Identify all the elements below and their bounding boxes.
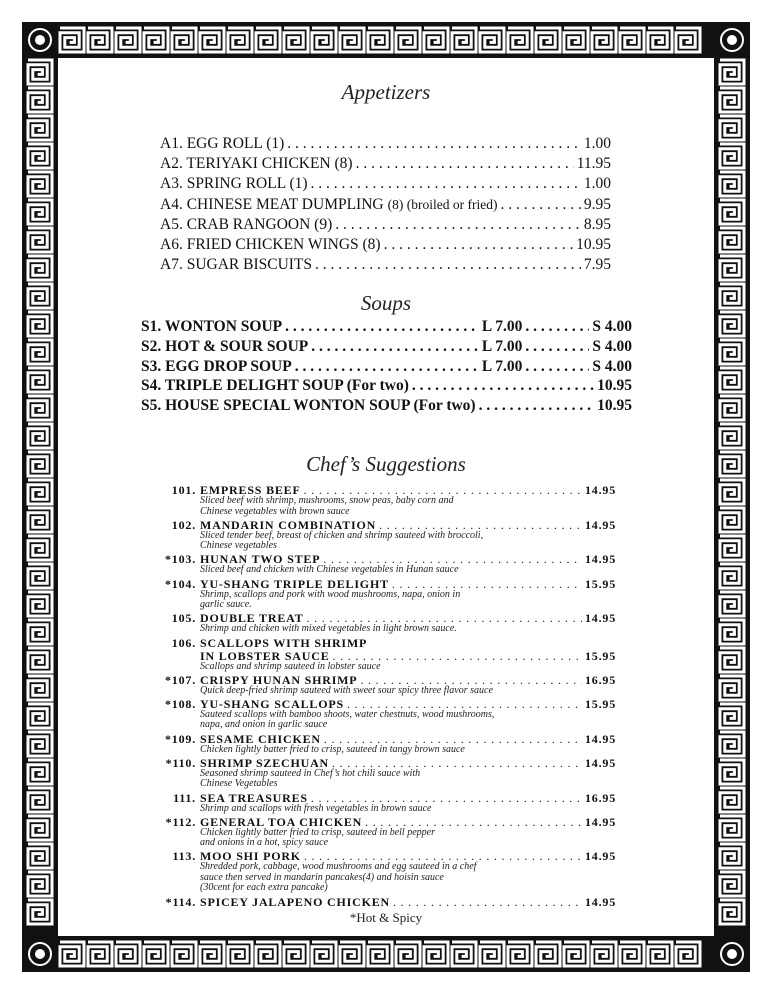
dot-leader	[335, 216, 581, 234]
chef-item-number: *108.	[165, 696, 196, 711]
appetizer-price: 1.00	[583, 175, 611, 193]
chef-item-description: Quick deep-fried shrimp sauteed with sweet sour spicy three flavor sauce	[200, 684, 493, 696]
chef-item-name: MOO SHI PORK	[200, 849, 301, 864]
appetizer-name: A5. CRAB RANGOON (9)	[160, 215, 333, 233]
chef-item-description: Sliced beef and chicken with Chinese vegetables in Hunan sauce	[200, 564, 459, 576]
appetizers-heading: Appetizers	[341, 80, 431, 104]
chef-item-price: 14.95	[585, 849, 616, 864]
dot-leader	[384, 236, 574, 254]
dot-leader	[393, 895, 582, 910]
appetizer-item	[160, 155, 611, 175]
chef-item-description: napa, and onion in garlic sauce	[200, 719, 328, 731]
chef-item-description: Chicken lightly batter fried to crisp, sauteed in tangy brown sauce	[200, 743, 465, 755]
chef-suggestions-heading: Chef’s Suggestions	[306, 452, 466, 476]
appetizer-note: (8) (broiled or fried)	[387, 196, 498, 212]
chef-item-name: SCALLOPS WITH SHRIMP	[200, 635, 368, 650]
appetizer-item	[160, 135, 611, 155]
chef-item-number: 113.	[172, 849, 196, 864]
chef-item-description: Chinese vegetables	[200, 540, 277, 552]
soup-name: S5. HOUSE SPECIAL WONTON SOUP (For two)	[141, 397, 476, 415]
chef-item	[150, 756, 616, 790]
soup-price: 10.95	[597, 397, 632, 415]
chef-item-number: 105.	[171, 611, 196, 626]
chef-item-price: 16.95	[585, 672, 616, 687]
appetizer-name: A1. EGG ROLL (1)	[160, 135, 285, 152]
soup-name: S2. HOT & SOUR SOUP	[141, 337, 309, 355]
dot-leader	[311, 175, 581, 193]
soup-price: 10.95	[597, 377, 632, 395]
chef-item-description: Chinese Vegetables	[200, 778, 278, 790]
chef-item	[150, 611, 616, 635]
chef-item-name: YU-SHANG SCALLOPS	[200, 696, 344, 711]
appetizer-price: 11.95	[576, 155, 611, 173]
hot-spicy-footnote: *Hot & Spicy	[349, 910, 423, 925]
chef-item-name: SEA TREASURES	[200, 790, 308, 805]
chef-item	[150, 849, 616, 894]
chef-item	[150, 483, 616, 517]
dot-leader	[356, 155, 574, 173]
soup-small-price: S 4.00	[592, 357, 632, 375]
dot-leader	[412, 377, 594, 395]
chef-item-price: 14.95	[585, 517, 616, 532]
chef-item	[150, 518, 616, 552]
chef-item-number: *107.	[165, 672, 196, 687]
chef-item-name: EMPRESS BEEF	[200, 483, 301, 497]
chef-item-number: *110.	[165, 755, 196, 770]
chef-item-description: sauce then served in mandarin pancakes(4) and hoisin sauce	[200, 871, 444, 883]
chef-item	[150, 673, 616, 697]
dot-leader	[525, 338, 589, 356]
chef-item-name: SESAME CHICKEN	[200, 731, 321, 746]
soups-heading: Soups	[360, 291, 412, 315]
chef-item-description: Shredded pork, cabbage, wood mushrooms and egg sauteed in a chef	[200, 861, 477, 873]
chef-item	[150, 577, 616, 611]
chef-item-price: 15.95	[585, 696, 616, 711]
chef-item	[150, 636, 616, 673]
soup-name: S1. WONTON SOUP	[141, 318, 283, 335]
soup-large-price: L 7.00	[481, 337, 523, 355]
chef-item-description: Chicken lightly batter fried to crisp, sauteed in bell pepper	[200, 826, 435, 838]
chef-item-description: Scallops and shrimp sauteed in lobster sauce	[200, 660, 381, 672]
appetizer-name: A2. TERIYAKI CHICKEN (8)	[160, 155, 353, 173]
appetizer-price: 8.95	[583, 215, 611, 233]
chef-item-number: *103.	[165, 552, 196, 567]
soup-name: S4. TRIPLE DELIGHT SOUP (For two)	[141, 377, 409, 395]
appetizer-name: A4. CHINESE MEAT DUMPLING	[160, 195, 384, 213]
appetizer-price: 10.95	[576, 236, 611, 253]
dot-leader	[285, 318, 479, 336]
chef-item	[150, 552, 616, 576]
chef-item-number: 106.	[171, 635, 196, 650]
chef-item-price: 14.95	[585, 731, 616, 746]
chef-item-description: Chinese vegetables with brown sauce	[200, 505, 350, 517]
chef-item-description: (30cent for each extra pancake)	[200, 882, 328, 894]
chef-item	[150, 895, 616, 908]
appetizer-name: A7. SUGAR BISCUITS	[160, 256, 313, 274]
chef-item-description: Shrimp, scallops and pork with wood mushrooms, napa, onion in	[200, 588, 461, 600]
chef-item-price: 14.95	[585, 552, 616, 567]
soup-name: S3. EGG DROP SOUP	[141, 357, 292, 375]
chef-item-name: CRISPY HUNAN SHRIMP	[200, 672, 358, 687]
soup-item	[141, 358, 632, 378]
chef-item-number: *112.	[165, 814, 196, 829]
appetizer-item	[160, 175, 611, 195]
chef-item-price: 16.95	[585, 790, 616, 805]
soup-small-price: S 4.00	[592, 337, 632, 355]
dot-leader	[500, 196, 580, 214]
chef-item-name: SPICEY JALAPENO CHICKEN	[200, 894, 390, 909]
dot-leader	[295, 358, 479, 376]
dot-leader	[479, 397, 595, 415]
chef-item-name: SHRIMP SZECHUAN	[200, 755, 330, 770]
chef-item-price: 14.95	[585, 611, 616, 626]
appetizer-name: A6. FRIED CHICKEN WINGS (8)	[160, 236, 381, 253]
dot-leader	[311, 338, 479, 356]
chef-item-number: *114.	[165, 894, 196, 909]
chef-item-name: GENERAL TOA CHICKEN	[200, 814, 363, 829]
appetizer-item	[160, 256, 611, 276]
appetizer-price: 1.00	[583, 135, 611, 152]
appetizer-item	[160, 196, 611, 216]
chef-item	[150, 815, 616, 849]
chef-item-price: 14.95	[585, 894, 616, 909]
soup-small-price: S 4.00	[592, 318, 632, 335]
chef-item-description: Seasoned shrimp sauteed in Chef’s hot chili sauce with	[200, 767, 421, 779]
chef-item-description: Sliced beef with shrimp, mushrooms, snow peas, baby corn and	[200, 495, 454, 506]
chef-item-price: 14.95	[585, 814, 616, 829]
appetizer-item	[160, 236, 611, 256]
chef-item-name: MANDARIN COMBINATION	[200, 517, 377, 532]
chef-item-description: Shrimp and chicken with mixed vegetables in light brown sauce.	[200, 623, 457, 635]
soup-item	[141, 338, 632, 358]
appetizer-price: 7.95	[583, 256, 611, 274]
appetizer-price: 9.95	[583, 195, 611, 213]
chef-item-number: 101.	[171, 483, 196, 497]
chef-item-number: 111.	[173, 790, 196, 805]
chef-item-name-cont: IN LOBSTER SAUCE	[200, 648, 330, 663]
chef-item-description: and onions in a hot, spicy sauce	[200, 837, 329, 849]
dot-leader	[315, 256, 581, 274]
appetizer-item	[160, 216, 611, 236]
chef-item-description: Sliced tender beef, breast of chicken and shrimp sauteed with broccoli,	[200, 529, 484, 541]
chef-item-description: Sauteed scallops with bamboo shoots, water chestnuts, wood mushrooms,	[200, 708, 495, 720]
chef-item	[150, 791, 616, 815]
chef-item-price: 14.95	[585, 483, 616, 497]
dot-leader	[525, 358, 589, 376]
dot-leader	[287, 135, 581, 153]
chef-item-number: *104.	[165, 576, 196, 591]
soup-item	[141, 318, 632, 338]
chef-item-description: Shrimp and scallops with fresh vegetables in brown sauce	[200, 802, 432, 814]
soup-item	[141, 397, 632, 417]
chef-item-name: YU-SHANG TRIPLE DELIGHT	[200, 576, 389, 591]
soup-item	[141, 377, 632, 397]
chef-item-price: 15.95	[585, 648, 616, 663]
chef-item-name: HUNAN TWO STEP	[200, 552, 321, 567]
chef-item-price: 15.95	[585, 576, 616, 591]
chef-item-price: 14.95	[585, 755, 616, 770]
soup-large-price: L 7.00	[481, 318, 523, 335]
chef-item	[150, 732, 616, 756]
chef-item-description: garlic sauce.	[200, 599, 252, 611]
soup-large-price: L 7.00	[481, 357, 523, 375]
dot-leader	[525, 318, 589, 336]
appetizer-name: A3. SPRING ROLL (1)	[160, 175, 308, 193]
chef-item-number: *109.	[165, 731, 196, 746]
chef-item-name: DOUBLE TREAT	[200, 611, 304, 626]
chef-item	[150, 697, 616, 731]
chef-item-number: 102.	[171, 517, 196, 532]
